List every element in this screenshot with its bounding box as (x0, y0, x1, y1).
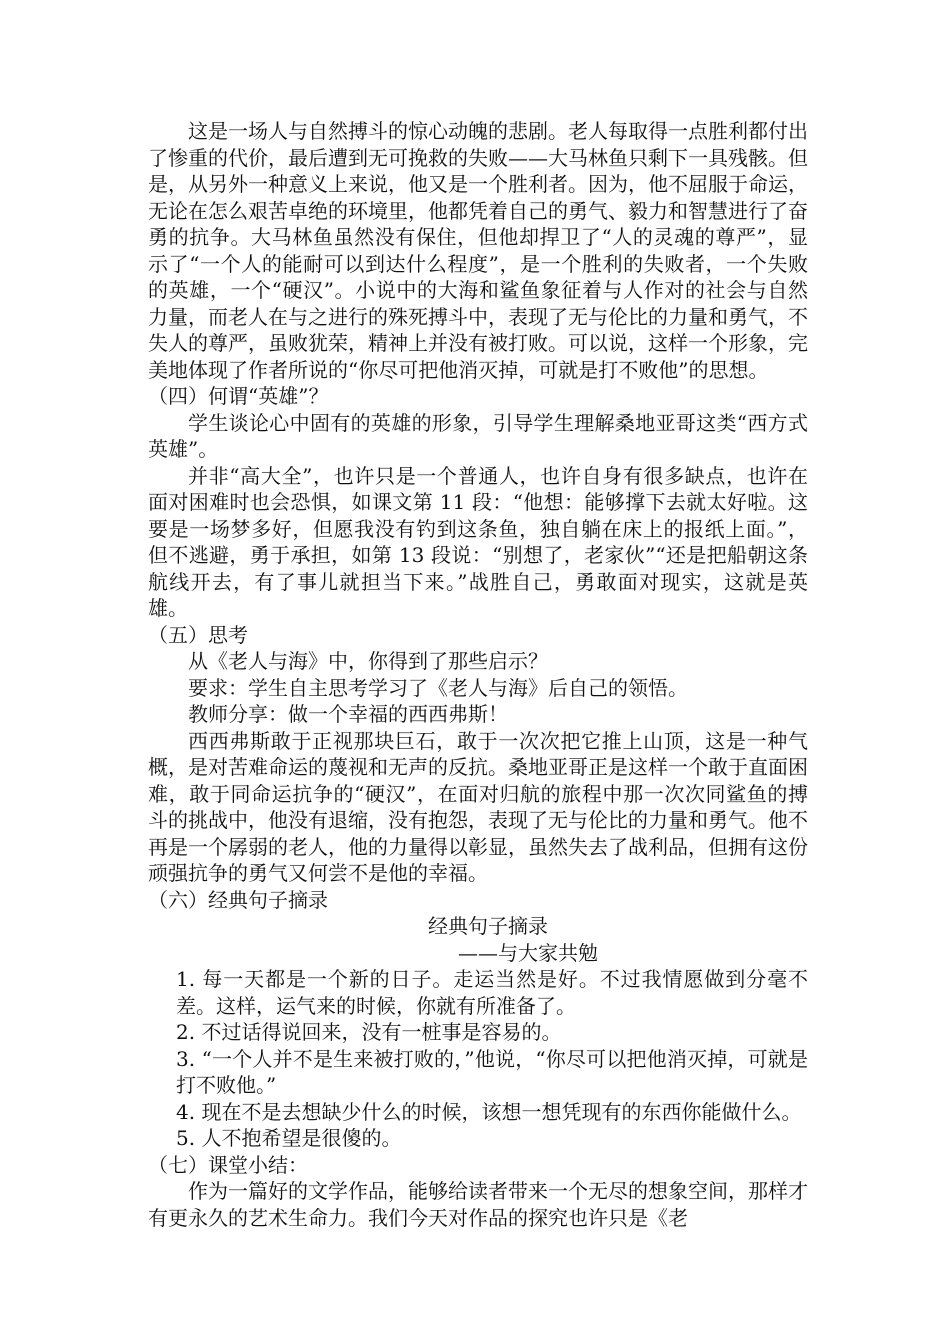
section-5-teacher-share: 教师分享：做一个幸福的西西弗斯！ (188, 702, 508, 726)
quote-item-4: 4. 现在不是去想缺少什么的时候，该想一想凭现有的东西你能做什么。 (176, 1099, 802, 1124)
quote-item-2: 2. 不过话得说回来，没有一桩事是容易的。 (176, 1020, 562, 1044)
section-5-question: 从《老人与海》中，你得到了那些启示？ (188, 649, 548, 673)
section-5-requirement: 要求：学生自主思考学习了《老人与海》后自己的领悟。 (188, 675, 688, 700)
document-body (148, 118, 808, 1231)
quote-item-3: 3. “一个人并不是生来被打败的，”他说，“你尽可以把他消灭掉，可就是打不败他。” (176, 1046, 808, 1097)
quotes-title: 经典句子摘录 (428, 914, 548, 938)
intro-paragraph: 这是一场人与自然搏斗的惊心动魄的悲剧。老人每取得一点胜利都付出了惨重的代价，最后遭到无可挽救的失败——大马林鱼只剩下一具残骸。但是，从另外一种意义上来说，他又是一个胜利者。因为，他不屈服于命运，无论在怎么艰苦卓绝的环境里，他都凭着自己的勇气、毅力和智慧进行了奋勇的抗争。大马林鱼虽然没有保住，但他却捍卫了“人的灵魂的尊严”，显示了“一个人的能耐可以到达什么程度”，是一个胜利的失败者，一个失败的英雄，一个“硬汉”。小说中的大海和鲨鱼象征着与人作对的社会与自然力量，而老人在与之进行的殊死搏斗中，表现了无与伦比的力量和勇气，不失人的尊严，虽败犹荣，精神上并没有被打败。可以说，这样一个形象，完美地体现了作者所说的“你尽可把他消灭掉，可就是打不败他”的思想。 (148, 119, 808, 382)
section-5-heading: （五）思考 (148, 622, 248, 647)
section-6-heading: （六）经典句子摘录 (148, 887, 328, 912)
section-7-paragraph: 作为一篇好的文学作品，能够给读者带来一个无尽的想象空间，那样才有更永久的艺术生命力。我们今天对作品的探究也许只是《老 (148, 1179, 808, 1230)
section-4-paragraph-1: 学生谈论心中固有的英雄的形象，引导学生理解桑地亚哥这类“西方式英雄”。 (148, 410, 808, 461)
quote-item-5: 5. 人不抱希望是很傻的。 (176, 1126, 402, 1150)
section-4-heading: （四）何谓“英雄”？ (148, 384, 329, 408)
quote-item-1: 1. 每一天都是一个新的日子。走运当然是好。不过我情愿做到分毫不差。这样，运气来的时候，你就有所准备了。 (176, 967, 808, 1018)
quotes-subtitle: ——与大家共勉 (458, 940, 598, 965)
section-5-paragraph: 西西弗斯敢于正视那块巨石，敢于一次次把它推上山顶，这是一种气概，是对苦难命运的蔑视和无声的反抗。桑地亚哥正是这样一个敢于直面困难，敢于同命运抗争的“硬汉”，在面对归航的旅程中那一次次同鲨鱼的搏斗的挑战中，他没有退缩，没有抱怨，表现了无与伦比的力量和勇气。他不再是一个孱弱的老人，他的力量得以彰显，虽然失去了战利品，但拥有这份顽强抗争的勇气又何尝不是他的幸福。 (148, 728, 808, 885)
section-4-paragraph-2: 并非“高大全”，也许只是一个普通人，也许自身有很多缺点，也许在面对困难时也会恐惧，如课文第 11 段：“他想：能够撑下去就太好啦。这要是一场梦多好，但愿我没有钓到这条鱼，独自躺在床上的报纸上面。”，但不逃避，勇于承担，如第 13 段说：“别想了，老家伙”“还是把船朝这条航线开去，有了事儿就担当下来。”战胜自己，勇敢面对现实，这就是英雄。 (148, 463, 808, 620)
section-7-heading: （七）课堂小结： (148, 1152, 308, 1177)
